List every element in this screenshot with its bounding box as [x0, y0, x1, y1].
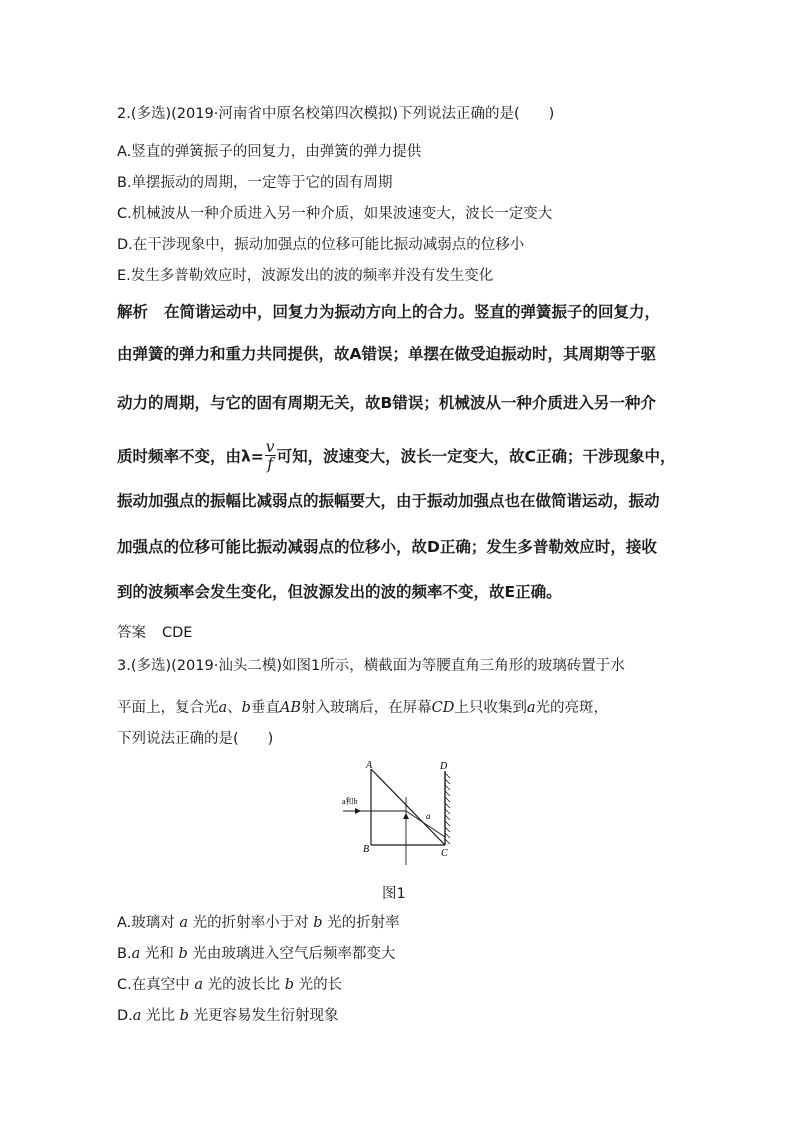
incident-arrow	[355, 808, 361, 814]
q3-var-ab: AB	[279, 700, 302, 716]
question-3-stem-line-3: 下列说法正确的是( )	[117, 731, 274, 747]
analysis-text-1: 在简谐运动中，回复力为振动方向上的合力。竖直的弹簧振子的回复力，	[164, 303, 661, 321]
analysis-text-4b: 可知，波速变大，波长一定变大，故C正确；干涉现象中，	[276, 447, 676, 466]
label-b-vertex: B	[363, 844, 370, 855]
label-a-vertex: A	[366, 760, 373, 771]
q3-a-text-3: 光的折射率	[327, 915, 400, 931]
side-ac	[371, 769, 445, 845]
q3-d-text-3: 光更容易发生衍射现象	[193, 1008, 339, 1024]
analysis-text-4a: 质时频率不变，由λ=	[117, 447, 264, 466]
q3-b-var-b: b	[178, 946, 188, 962]
analysis-line-3: 动力的周期，与它的固有周期无关，故B错误；机械波从一种介质进入另一种介	[117, 394, 656, 412]
q3-b-var-a: a	[131, 946, 141, 962]
q3-var-a: a	[218, 700, 228, 716]
q3-d-var-a: a	[132, 1008, 142, 1024]
question-3-stem-line-2	[117, 701, 608, 716]
normal-arrow	[403, 813, 409, 819]
answer-value: CDE	[162, 625, 193, 641]
q2-option-e: E.发生多普勒效应时，波源发出的波的频率并没有发生变化	[117, 268, 494, 284]
q3-var-a-2: a	[526, 700, 536, 716]
q3-b-text-1: B.	[117, 946, 132, 962]
label-c-vertex: C	[441, 848, 448, 859]
q3-b-text-3: 光由玻璃进入空气后频率都变大	[192, 946, 396, 962]
q3-var-b: b	[241, 700, 251, 716]
label-d-vertex: D	[440, 761, 448, 772]
analysis-line-1	[117, 305, 660, 321]
question-2-stem: 2.(多选)(2019·河南省中原名校第四次模拟)下列说法正确的是( )	[117, 106, 555, 122]
q3-c-text-3: 光的长	[298, 977, 343, 993]
figure-caption: 图1	[382, 886, 406, 902]
q3-d-text-1: D.	[117, 1008, 133, 1024]
q3-option-b	[117, 947, 395, 962]
q3-option-a	[117, 916, 400, 931]
q3-a-var-b: b	[313, 915, 323, 931]
formula-numerator: v	[265, 438, 275, 456]
q2-option-b: B.单摆振动的周期，一定等于它的固有周期	[117, 175, 393, 191]
q2-option-c: C.机械波从一种介质进入另一种介质，如果波速变大，波长一定变大	[117, 206, 553, 222]
q3-text-2b: 垂直	[250, 700, 280, 716]
q3-a-var-a: a	[179, 915, 189, 931]
q3-text-2e: 光的亮斑，	[535, 700, 608, 716]
screen-hatch	[445, 773, 450, 844]
analysis-line-2: 由弹簧的弹力和重力共同提供，故A错误；单摆在做受迫振动时，其周期等于驱	[117, 345, 656, 363]
q3-d-var-b: b	[179, 1008, 189, 1024]
q3-var-cd: CD	[431, 700, 455, 716]
q3-c-var-b: b	[284, 977, 295, 993]
analysis-line-4	[117, 440, 675, 474]
q3-option-d	[117, 1009, 339, 1024]
label-ray-a: a	[426, 811, 431, 821]
analysis-line-5: 振动加强点的振幅比减弱点的振幅要大，由于振动加强点也在做简谐运动，振动	[117, 492, 660, 510]
q3-text-2a: 平面上，复合光	[117, 700, 219, 716]
q3-d-text-2: 光比	[146, 1008, 176, 1024]
q3-b-text-2: 光和	[144, 946, 174, 962]
q3-c-text-2: 光的波长比	[207, 977, 281, 993]
q2-option-d: D.在干涉现象中，振动加强点的位移可能比振动减弱点的位移小	[117, 237, 525, 253]
analysis-label: 解析	[117, 303, 149, 321]
q3-a-text-1: A.玻璃对	[117, 915, 175, 931]
q2-option-a: A.竖直的弹簧振子的回复力，由弹簧的弹力提供	[117, 144, 422, 160]
analysis-line-6: 加强点的位移可能比振动减弱点的位移小，故D正确；发生多普勒效应时，接收	[117, 538, 657, 556]
q3-option-c	[117, 978, 342, 993]
formula-denominator: f	[267, 455, 274, 474]
figure-1-diagram	[335, 757, 465, 869]
analysis-line-7: 到的波频率会发生变化，但波源发出的波的频率不变，故E正确。	[117, 583, 562, 601]
q3-text-2d: 上只收集到	[454, 700, 527, 716]
question-3-stem-line-1: 3.(多选)(2019·汕头二模)如图1所示，横截面为等腰直角三角形的玻璃砖置于水	[117, 658, 625, 674]
answer-line	[117, 626, 192, 641]
q3-c-text-1: C.在真空中	[117, 977, 190, 993]
q3-sep: 、	[227, 700, 242, 716]
label-incident-light: a和b	[342, 797, 358, 806]
formula-fraction	[265, 439, 276, 473]
q3-text-2c: 射入玻璃后，在屏幕	[301, 700, 432, 716]
answer-label: 答案	[117, 625, 146, 641]
q3-a-text-2: 光的折射率小于对	[192, 915, 309, 931]
q3-c-var-a: a	[194, 977, 203, 993]
